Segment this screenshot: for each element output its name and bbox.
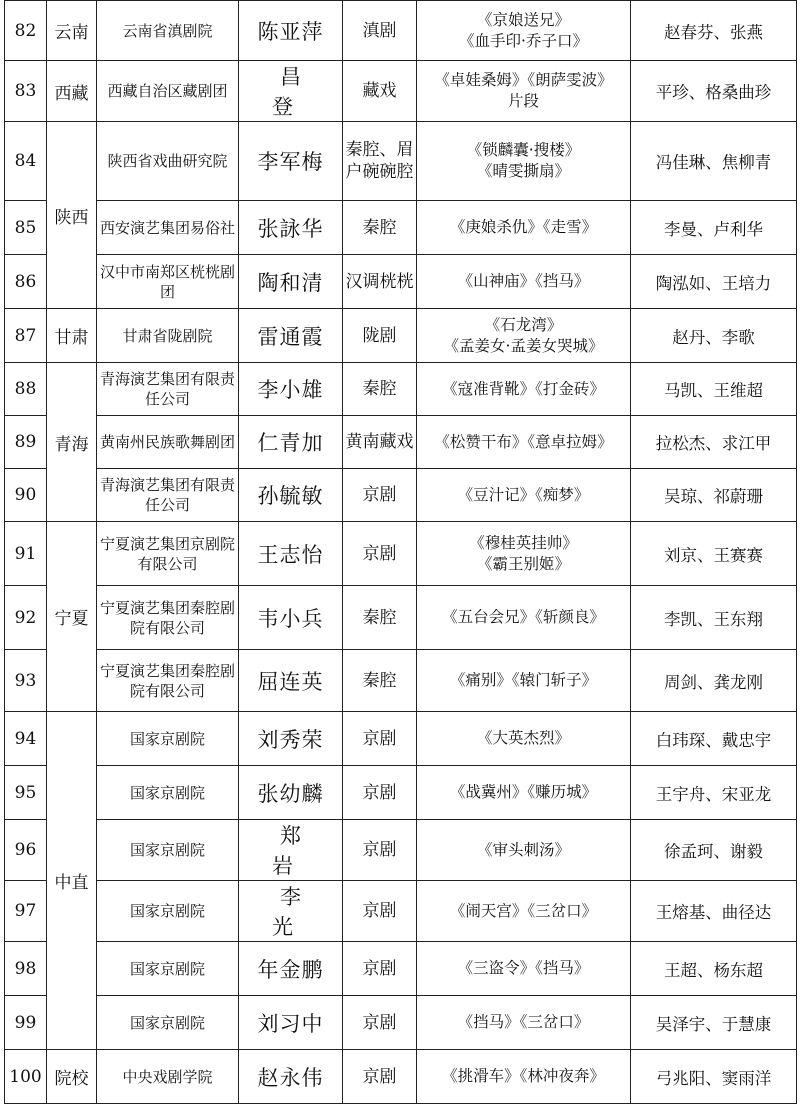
genre-cell: 秦腔、眉户碗碗腔	[343, 122, 417, 201]
row-number: 90	[5, 469, 47, 522]
plays-cell	[417, 712, 631, 766]
plays-cell	[417, 766, 631, 820]
play-line: 《豆汁记》《痴梦》	[457, 485, 590, 504]
plays-cell	[417, 201, 631, 255]
plays-cell	[417, 469, 631, 522]
troupe-cell: 黄南州民族歌舞剧团	[97, 416, 239, 469]
genre-cell: 秦腔	[343, 201, 417, 255]
troupe-cell: 青海演艺集团有限责任公司	[97, 469, 239, 522]
table-row	[5, 522, 797, 586]
table-row	[5, 650, 797, 712]
table-row	[5, 363, 797, 416]
table-row	[5, 122, 797, 201]
row-number: 83	[5, 61, 47, 122]
mentors-cell: 赵春芬、张燕	[631, 1, 797, 61]
genre-cell: 藏戏	[343, 61, 417, 122]
troupe-cell: 云南省滇剧院	[97, 1, 239, 61]
play-line: 《霸王别姬》	[476, 554, 570, 573]
genre-cell: 京剧	[343, 469, 417, 522]
plays-cell	[417, 1, 631, 61]
row-number: 86	[5, 255, 47, 309]
table-row	[5, 309, 797, 363]
row-number: 88	[5, 363, 47, 416]
genre-cell: 京剧	[343, 881, 417, 942]
row-number: 93	[5, 650, 47, 712]
row-number: 94	[5, 712, 47, 766]
actor-cell: 韦小兵	[239, 586, 343, 650]
play-line: 《闹天宫》《三岔口》	[449, 901, 598, 920]
table-row	[5, 255, 797, 309]
troupe-cell: 汉中市南郑区桄桄剧团	[97, 255, 239, 309]
row-number: 87	[5, 309, 47, 363]
row-number: 100	[5, 1050, 47, 1104]
mentors-cell: 徐孟珂、谢毅	[631, 820, 797, 881]
actor-cell: 张幼麟	[239, 766, 343, 820]
plays-cell	[417, 122, 631, 201]
play-line: 《锁麟囊·搜楼》	[466, 141, 581, 159]
table-row	[5, 1, 797, 61]
troupe-cell: 国家京剧院	[97, 766, 239, 820]
troupe-cell: 国家京剧院	[97, 820, 239, 881]
genre-cell: 陇剧	[343, 309, 417, 363]
actor-cell: 王志怡	[239, 522, 343, 586]
troupe-cell: 国家京剧院	[97, 996, 239, 1050]
table-row	[5, 712, 797, 766]
mentors-cell: 赵丹、李歌	[631, 309, 797, 363]
mentors-cell: 平珍、格桑曲珍	[631, 61, 797, 122]
mentors-cell: 王超、杨东超	[631, 942, 797, 996]
table-row	[5, 586, 797, 650]
plays-cell	[417, 61, 631, 122]
actor-cell: 昌 登	[239, 61, 343, 122]
genre-cell: 京剧	[343, 820, 417, 881]
genre-cell: 秦腔	[343, 363, 417, 416]
province-cell: 云南	[47, 1, 97, 61]
plays-cell	[417, 363, 631, 416]
play-line: 《血手印·乔子口》	[459, 31, 588, 50]
table-row	[5, 469, 797, 522]
province-cell: 院校	[47, 1050, 97, 1104]
troupe-cell: 陕西省戏曲研究院	[97, 122, 239, 201]
row-number: 92	[5, 586, 47, 650]
troupe-cell: 中央戏剧学院	[97, 1050, 239, 1104]
mentors-cell: 王熔基、曲径达	[631, 881, 797, 942]
row-number: 82	[5, 1, 47, 61]
play-line: 《京娘送兄》	[476, 10, 570, 29]
play-line: 《晴雯撕扇》	[476, 162, 570, 180]
play-line: 《大英杰烈》	[476, 729, 570, 747]
actor-cell: 郑 岩	[239, 820, 343, 881]
row-number: 96	[5, 820, 47, 881]
province-cell: 西藏	[47, 61, 97, 122]
troupe-cell: 国家京剧院	[97, 942, 239, 996]
play-line: 片段	[507, 92, 539, 110]
mentors-cell: 冯佳琳、焦柳青	[631, 122, 797, 201]
plays-cell	[417, 416, 631, 469]
row-number: 97	[5, 881, 47, 942]
genre-cell: 京剧	[343, 942, 417, 996]
actor-cell: 屈连英	[239, 650, 343, 712]
play-line: 《穆桂英挂帅》	[469, 533, 578, 552]
troupe-cell: 甘肃省陇剧院	[97, 309, 239, 363]
play-line: 《审头刺汤》	[476, 840, 570, 859]
row-number: 98	[5, 942, 47, 996]
troupe-cell: 国家京剧院	[97, 712, 239, 766]
mentors-cell: 刘京、王赛赛	[631, 522, 797, 586]
play-line: 《庚娘杀仇》《走雪》	[449, 218, 598, 236]
plays-cell	[417, 522, 631, 586]
roster-table	[4, 0, 797, 1104]
row-number: 99	[5, 996, 47, 1050]
play-line: 《山神庙》《挡马》	[457, 272, 590, 290]
table-row	[5, 61, 797, 122]
table-row	[5, 201, 797, 255]
mentors-cell: 白玮琛、戴忠宇	[631, 712, 797, 766]
mentors-cell: 吴琼、祁蔚珊	[631, 469, 797, 522]
row-number: 84	[5, 122, 47, 201]
actor-cell: 张詠华	[239, 201, 343, 255]
actor-cell: 刘习中	[239, 996, 343, 1050]
row-number: 89	[5, 416, 47, 469]
genre-cell: 秦腔	[343, 586, 417, 650]
actor-cell: 雷通霞	[239, 309, 343, 363]
genre-cell: 京剧	[343, 1050, 417, 1104]
plays-cell	[417, 309, 631, 363]
mentors-cell: 王宇舟、宋亚龙	[631, 766, 797, 820]
actor-cell: 赵永伟	[239, 1050, 343, 1104]
plays-cell	[417, 820, 631, 881]
table-row	[5, 1050, 797, 1104]
table-row	[5, 881, 797, 942]
actor-cell: 刘秀荣	[239, 712, 343, 766]
play-line: 《五台会兄》《斩颜良》	[442, 608, 605, 626]
troupe-cell: 宁夏演艺集团秦腔剧院有限公司	[97, 650, 239, 712]
play-line: 《卓娃桑姆》《朗萨雯波》	[434, 71, 613, 89]
genre-cell: 滇剧	[343, 1, 417, 61]
row-number: 95	[5, 766, 47, 820]
mentors-cell: 周剑、龚龙刚	[631, 650, 797, 712]
mentors-cell: 马凯、王维超	[631, 363, 797, 416]
province-cell: 宁夏	[47, 522, 97, 712]
plays-cell	[417, 881, 631, 942]
actor-cell: 李 光	[239, 881, 343, 942]
table-row	[5, 416, 797, 469]
troupe-cell: 西藏自治区藏剧团	[97, 61, 239, 122]
play-line: 《挑滑车》《林冲夜奔》	[442, 1067, 605, 1085]
table-row	[5, 942, 797, 996]
genre-cell: 京剧	[343, 766, 417, 820]
troupe-cell: 国家京剧院	[97, 881, 239, 942]
plays-cell	[417, 255, 631, 309]
genre-cell: 黄南藏戏	[343, 416, 417, 469]
table-row	[5, 820, 797, 881]
province-cell: 中直	[47, 712, 97, 1050]
troupe-cell: 西安演艺集团易俗社	[97, 201, 239, 255]
genre-cell: 京剧	[343, 712, 417, 766]
mentors-cell: 吴泽宇、于慧康	[631, 996, 797, 1050]
troupe-cell: 宁夏演艺集团京剧院有限公司	[97, 522, 239, 586]
play-line: 《挡马》《三岔口》	[457, 1013, 590, 1031]
troupe-cell: 青海演艺集团有限责任公司	[97, 363, 239, 416]
play-line: 《寇准背靴》《打金砖》	[442, 379, 605, 398]
play-line: 《战冀州》《赚历城》	[449, 783, 598, 801]
genre-cell: 京剧	[343, 996, 417, 1050]
province-cell: 甘肃	[47, 309, 97, 363]
table-row	[5, 766, 797, 820]
plays-cell	[417, 650, 631, 712]
mentors-cell: 李曼、卢利华	[631, 201, 797, 255]
plays-cell	[417, 942, 631, 996]
province-cell: 陕西	[47, 122, 97, 309]
genre-cell: 秦腔	[343, 650, 417, 712]
play-line: 《石龙湾》	[484, 315, 563, 334]
mentors-cell: 拉松杰、求江甲	[631, 416, 797, 469]
row-number: 91	[5, 522, 47, 586]
actor-cell: 陶和清	[239, 255, 343, 309]
play-line: 《松赞干布》《意卓拉姆》	[434, 432, 613, 451]
play-line: 《孟姜女·孟姜女哭城》	[443, 336, 604, 355]
actor-cell: 李军梅	[239, 122, 343, 201]
actor-cell: 陈亚萍	[239, 1, 343, 61]
table-row	[5, 996, 797, 1050]
row-number: 85	[5, 201, 47, 255]
mentors-cell: 李凯、王东翔	[631, 586, 797, 650]
play-line: 《三盗令》《挡马》	[457, 959, 590, 977]
province-cell: 青海	[47, 363, 97, 522]
actor-cell: 仁青加	[239, 416, 343, 469]
actor-cell: 孙毓敏	[239, 469, 343, 522]
genre-cell: 京剧	[343, 522, 417, 586]
mentors-cell: 弓兆阳、窦雨洋	[631, 1050, 797, 1104]
genre-cell: 汉调桄桄	[343, 255, 417, 309]
play-line: 《痛别》《辕门斩子》	[449, 671, 598, 689]
plays-cell	[417, 996, 631, 1050]
plays-cell	[417, 586, 631, 650]
mentors-cell: 陶泓如、王培力	[631, 255, 797, 309]
actor-cell: 李小雄	[239, 363, 343, 416]
actor-cell: 年金鹏	[239, 942, 343, 996]
troupe-cell: 宁夏演艺集团秦腔剧院有限公司	[97, 586, 239, 650]
plays-cell	[417, 1050, 631, 1104]
